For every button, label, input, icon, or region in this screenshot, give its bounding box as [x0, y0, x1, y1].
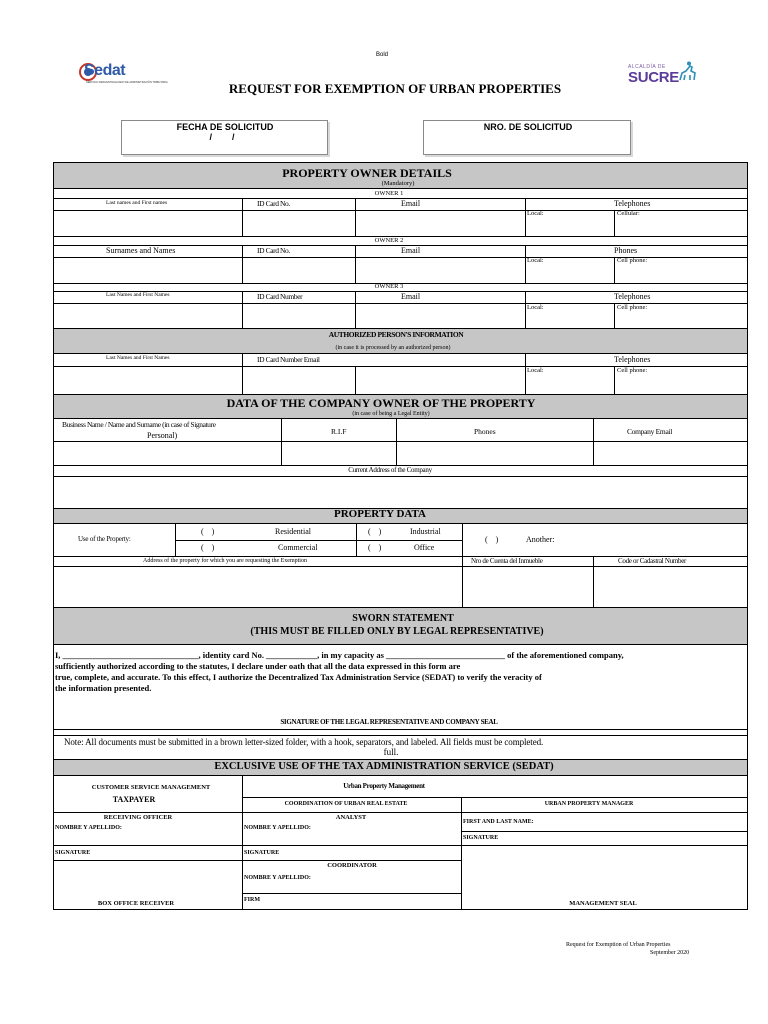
- owner3-local-field[interactable]: [526, 312, 613, 327]
- company-section-title: DATA OF THE COMPANY OWNER OF THE PROPERTY: [226, 396, 536, 410]
- rif-field[interactable]: [282, 442, 395, 464]
- owner2-name-field[interactable]: [55, 258, 241, 282]
- footer-doc-title: Request for Exemption of Urban Properties: [566, 942, 671, 948]
- receiving-signature-label: SIGNATURE: [55, 850, 91, 856]
- coord-urban-label: COORDINATION OF URBAN REAL ESTATE: [284, 801, 408, 807]
- industrial-label: Industrial: [410, 527, 441, 536]
- property-section-title: PROPERTY DATA: [334, 508, 426, 520]
- fecha-solicitud-label: FECHA DE SOLICITUD: [176, 122, 274, 132]
- sworn-text-line1: I, ________________________________, identity card No. ____________, in my capacity as ____________________________ of the aforementioned company,: [55, 650, 624, 660]
- nro-solicitud-label: NRO. DE SOLICITUD: [483, 122, 573, 132]
- office-checkbox[interactable]: ( ): [368, 543, 382, 552]
- sworn-text-line4: the information presented.: [55, 683, 152, 693]
- owner3-email-field[interactable]: [356, 304, 524, 327]
- industrial-checkbox[interactable]: ( ): [368, 527, 382, 536]
- cadastral-label: Code or Cadastral Number: [618, 557, 687, 565]
- fecha-solicitud-value: / /: [209, 132, 235, 142]
- business-name-field[interactable]: [55, 442, 280, 464]
- horse-rider-icon: [676, 60, 698, 84]
- owner1-local-field[interactable]: [526, 218, 613, 235]
- authorized-id-field[interactable]: [243, 367, 354, 393]
- rif-col: R.I.F: [331, 427, 347, 436]
- sedat-logo-subtext: SERVICIO DESCENTRALIZADO DE ADMINISTRACIÓN TRIBUTARIA: [86, 81, 168, 84]
- authorized-cell: Cell phone:: [617, 367, 648, 374]
- receiving-nombre-label: NOMBRE Y APELLIDO:: [55, 825, 122, 831]
- another-field[interactable]: [565, 530, 745, 548]
- nro-solicitud-box[interactable]: [423, 120, 631, 155]
- business-name-col-l1: Business Name / Name and Surname (in case of Signature: [62, 420, 216, 429]
- cadastral-field[interactable]: [594, 567, 746, 606]
- owner1-cell-field[interactable]: [615, 218, 746, 235]
- owner3-email-col: Email: [401, 292, 421, 301]
- coordinator-name-field[interactable]: [243, 882, 460, 892]
- top-small-label: Bold: [376, 52, 389, 58]
- management-seal-area[interactable]: [462, 846, 746, 898]
- cuenta-field[interactable]: [463, 567, 592, 606]
- authorized-email-field[interactable]: [356, 367, 524, 393]
- sucre-logo: [626, 58, 698, 88]
- owner3-id-field[interactable]: [243, 304, 354, 327]
- owner2-email-field[interactable]: [356, 258, 524, 282]
- owner-section-title: PROPERTY OWNER DETAILS: [282, 166, 452, 180]
- office-label: Office: [414, 543, 435, 552]
- owner2-tel-col: Phones: [614, 246, 638, 255]
- manager-first-last-label: FIRST AND LAST NAME:: [463, 819, 534, 825]
- company-email-col: Company Email: [627, 427, 673, 436]
- upm-label: Urban Property Management: [343, 782, 425, 790]
- fecha-solicitud-box[interactable]: [121, 120, 328, 155]
- page-title: REQUEST FOR EXEMPTION OF URBAN PROPERTIES: [228, 81, 562, 96]
- sworn-text-line2: sufficiently authorized according to the statutes, I declare under oath that all the data expressed in this form are: [55, 661, 461, 671]
- owner1-label: OWNER 1: [374, 190, 404, 197]
- legal-rep-signature-field[interactable]: [55, 696, 746, 716]
- analyst-name-field[interactable]: [243, 832, 460, 844]
- coordinator-firm-label: FIRM: [244, 897, 260, 903]
- authorized-tel-col: Telephones: [614, 355, 651, 364]
- company-phones-field[interactable]: [397, 442, 592, 464]
- property-address-label: Address of the property for which you are requesting the Exemption: [143, 558, 307, 564]
- owner3-tel-col: Telephones: [614, 292, 651, 301]
- owner3-cell-field[interactable]: [615, 312, 746, 327]
- analyst-signature-label: SIGNATURE: [244, 850, 280, 856]
- authorized-title: AUTHORIZED PERSON'S INFORMATION: [328, 330, 464, 339]
- authorized-id-col: ID Card Number Email: [257, 355, 320, 364]
- management-seal-label: MANAGEMENT SEAL: [569, 900, 637, 907]
- owner1-local: Local:: [527, 210, 544, 217]
- box-office-receiver-label: BOX OFFICE RECEIVER: [97, 900, 175, 907]
- company-email-field[interactable]: [594, 442, 746, 464]
- owner1-id-field[interactable]: [243, 211, 354, 235]
- owner1-email-field[interactable]: [356, 211, 524, 235]
- coordinator-nombre-label: NOMBRE Y APELLIDO:: [244, 875, 311, 881]
- owner2-id-col: ID Card No.: [257, 246, 290, 255]
- phones-col: Phones: [474, 427, 496, 436]
- legal-rep-signature-label: SIGNATURE OF THE LEGAL REPRESENTATIVE AND COMPANY SEAL: [280, 718, 498, 726]
- sedat-logo-text: Sedat: [84, 62, 126, 79]
- commercial-checkbox[interactable]: ( ): [201, 543, 215, 552]
- owner1-id-col: ID Card No.: [257, 199, 290, 208]
- sedat-logo: [78, 60, 168, 90]
- coordinator-label: COORDINATOR: [327, 862, 377, 869]
- sucre-logo-text: SUCRE: [628, 69, 680, 86]
- owner2-local: Local:: [527, 257, 544, 264]
- residential-checkbox[interactable]: ( ): [201, 527, 215, 536]
- owner2-id-field[interactable]: [243, 258, 354, 282]
- sedat-section-title: EXCLUSIVE USE OF THE TAX ADMINISTRATION SERVICE (SEDAT): [214, 761, 554, 772]
- owner2-email-col: Email: [401, 246, 421, 255]
- sworn-title: SWORN STATEMENT: [352, 613, 454, 624]
- owner3-label: OWNER 3: [374, 283, 404, 290]
- owner1-email-col: Email: [401, 199, 421, 208]
- csm-label-l1: CUSTOMER SERVICE MANAGEMENT: [91, 784, 211, 791]
- sworn-subtitle: (THIS MUST BE FILLED ONLY BY LEGAL REPRESENTATIVE): [250, 626, 544, 637]
- owner2-cell-field[interactable]: [615, 265, 746, 282]
- company-address-label: Current Address of the Company: [348, 466, 432, 474]
- csm-label-l2: TAXPAYER: [112, 795, 156, 804]
- business-name-col-l2: Personal): [147, 431, 178, 440]
- owner2-name-col: Surnames and Names: [106, 246, 176, 255]
- property-use-label: Use of the Property:: [78, 535, 131, 543]
- owner3-local: Local:: [527, 304, 544, 311]
- sucre-logo-small: ALCALDÍA DE: [628, 64, 666, 70]
- owner2-label: OWNER 2: [374, 237, 404, 244]
- analyst-nombre-label: NOMBRE Y APELLIDO:: [244, 825, 311, 831]
- another-checkbox[interactable]: ( ): [485, 535, 499, 544]
- authorized-local-field[interactable]: [526, 377, 613, 393]
- company-address-field[interactable]: [55, 477, 746, 507]
- authorized-cell-field[interactable]: [615, 377, 746, 393]
- another-label: Another:: [526, 535, 555, 544]
- owner1-tel-col: Telephones: [614, 199, 651, 208]
- manager-signature-label: SIGNATURE: [463, 835, 499, 841]
- owner3-name-col: Last Names and First Names: [106, 292, 170, 298]
- owner3-cell: Cell phone:: [617, 304, 648, 311]
- sworn-text-line3: true, complete, and accurate. To this effect, I authorize the Decentralized Tax Administration Service (SEDAT) to verify the veracity of: [55, 672, 542, 682]
- receiving-name-field[interactable]: [55, 832, 241, 844]
- footer-date: September 2020: [650, 950, 690, 956]
- authorized-name-col: Last Names and First Names: [106, 355, 170, 361]
- note-line2: full.: [383, 747, 399, 757]
- owner3-id-col: ID Card Number: [257, 292, 303, 301]
- owner3-name-field[interactable]: [55, 304, 241, 327]
- residential-label: Residential: [275, 527, 311, 536]
- upm-manager-label: URBAN PROPERTY MANAGER: [544, 801, 634, 807]
- analyst-label: ANALYST: [335, 814, 367, 821]
- company-section-sub: (in case of being a Legal Entity): [352, 411, 430, 417]
- commercial-label: Commercial: [278, 543, 318, 552]
- authorized-local: Local:: [527, 367, 544, 374]
- owner1-name-col: Last names and First names: [106, 200, 168, 206]
- receiving-officer-label: RECEIVING OFFICER: [103, 814, 173, 821]
- owner-mandatory-note: (Mandatory): [381, 180, 415, 187]
- box-office-receiver-area[interactable]: [55, 861, 241, 899]
- authorized-name-field[interactable]: [55, 367, 241, 393]
- owner1-name-field[interactable]: [55, 211, 241, 235]
- cuenta-label: Nro de Cuenta del Inmueble: [471, 557, 543, 565]
- authorized-sub: (in case it is processed by an authorized person): [335, 345, 451, 351]
- property-address-field[interactable]: [55, 567, 461, 606]
- owner2-local-field[interactable]: [526, 265, 613, 282]
- owner1-cell: Cellular:: [617, 210, 640, 217]
- note-line1: Note: All documents must be submitted in a brown letter-sized folder, with a hook, separators, and labeled. All fields must be completed.: [64, 737, 544, 747]
- owner2-cell: Cell phone:: [617, 257, 648, 264]
